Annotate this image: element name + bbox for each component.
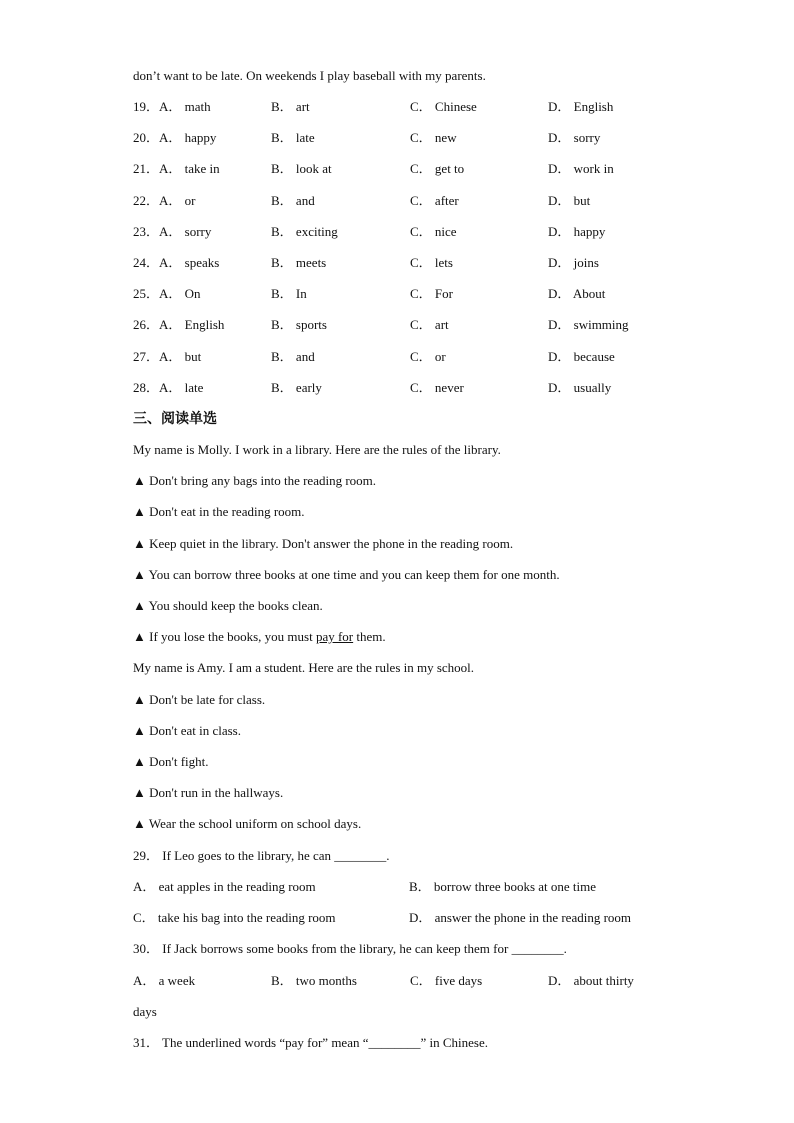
passage1-rule: ▲ Don't eat in the reading room. — [133, 504, 305, 519]
underlined-words: pay for — [315, 629, 354, 644]
passage1-rule: ▲ You can borrow three books at one time and you can keep them for one month. — [133, 567, 560, 582]
option-b[interactable]: B． In — [271, 286, 307, 301]
question-27 — [133, 348, 693, 366]
rule-text: them. — [353, 629, 386, 644]
passage2-rule: ▲ Don't be late for class. — [133, 692, 266, 707]
option-a[interactable]: 28．A． late — [133, 380, 204, 395]
passage2-rule: ▲ Don't run in the hallways. — [133, 785, 284, 800]
question-30-options — [133, 972, 693, 990]
option-d[interactable]: D． about thirty — [548, 973, 634, 988]
option-c[interactable]: C． or — [410, 349, 446, 364]
option-c[interactable]: C． five days — [410, 973, 483, 988]
passage1-rule: ▲ You should keep the books clean. — [133, 598, 323, 613]
passage1-rule-pay-for — [133, 628, 386, 646]
option-a[interactable]: 27．A． but — [133, 349, 202, 364]
option-d[interactable]: D． work in — [548, 161, 614, 176]
question-21 — [133, 160, 693, 178]
option-c[interactable]: C． never — [410, 380, 464, 395]
option-b[interactable]: B． exciting — [271, 224, 338, 239]
question-24 — [133, 254, 693, 272]
option-b[interactable]: B． late — [271, 130, 315, 145]
option-a[interactable]: 23．A． sorry — [133, 224, 212, 239]
option-b[interactable]: B． borrow three books at one time — [409, 879, 597, 894]
option-a[interactable]: 26．A． English — [133, 317, 225, 332]
passage2-rule: ▲ Don't eat in class. — [133, 723, 241, 738]
question-29-stem: 29． If Leo goes to the library, he can ________. — [133, 848, 390, 863]
question-28 — [133, 379, 693, 397]
question-29-options-ab — [133, 878, 693, 896]
passage1-rule: ▲ Don't bring any bags into the reading room. — [133, 473, 377, 488]
question-25 — [133, 285, 693, 303]
section-title: 三、阅读单选 — [133, 411, 217, 427]
option-d[interactable]: D． English — [548, 99, 614, 114]
option-b[interactable]: B． art — [271, 99, 310, 114]
passage2-rule: ▲ Wear the school uniform on school days. — [133, 816, 362, 831]
option-d[interactable]: D． happy — [548, 224, 606, 239]
option-c[interactable]: C． nice — [410, 224, 457, 239]
option-b[interactable]: B． look at — [271, 161, 332, 176]
option-c[interactable]: C． For — [410, 286, 453, 301]
question-30-stem: 30． If Jack borrows some books from the library, he can keep them for ________. — [133, 941, 567, 956]
option-b[interactable]: B． meets — [271, 255, 327, 270]
passage2-intro: My name is Amy. I am a student. Here are the rules in my school. — [133, 660, 475, 675]
option-b[interactable]: B． and — [271, 193, 315, 208]
question-22 — [133, 192, 693, 210]
option-a[interactable]: A． a week — [133, 973, 196, 988]
option-d[interactable]: D． because — [548, 349, 615, 364]
question-29-options-cd — [133, 909, 693, 927]
option-c[interactable]: C． take his bag into the reading room — [133, 910, 336, 925]
option-a[interactable]: 22．A． or — [133, 193, 196, 208]
option-c[interactable]: C． new — [410, 130, 457, 145]
option-d[interactable]: D． About — [548, 286, 606, 301]
rule-text: ▲ If you lose the books, you must — [133, 629, 316, 644]
option-d[interactable]: D． answer the phone in the reading room — [409, 910, 632, 925]
passage1-rule: ▲ Keep quiet in the library. Don't answer the phone in the reading room. — [133, 536, 514, 551]
option-a[interactable]: A． eat apples in the reading room — [133, 879, 316, 894]
option-a[interactable]: 21．A． take in — [133, 161, 220, 176]
passage2-rule: ▲ Don't fight. — [133, 754, 209, 769]
option-b[interactable]: B． two months — [271, 973, 357, 988]
option-b[interactable]: B． sports — [271, 317, 327, 332]
option-a[interactable]: 20．A． happy — [133, 130, 217, 145]
intro-text: don’t want to be late. On weekends I play baseball with my parents. — [133, 68, 486, 83]
option-c[interactable]: C． art — [410, 317, 449, 332]
option-c[interactable]: C． lets — [410, 255, 453, 270]
question-26 — [133, 316, 693, 334]
option-c[interactable]: C． after — [410, 193, 459, 208]
option-b[interactable]: B． early — [271, 380, 322, 395]
option-c[interactable]: C． get to — [410, 161, 465, 176]
option-b[interactable]: B． and — [271, 349, 315, 364]
passage1-intro: My name is Molly. I work in a library. Here are the rules of the library. — [133, 442, 501, 457]
question-19 — [133, 98, 693, 116]
question-30-option-d-continued: days — [133, 1004, 157, 1019]
option-a[interactable]: 19．A． math — [133, 99, 211, 114]
option-a[interactable]: 25．A． On — [133, 286, 201, 301]
option-a[interactable]: 24．A． speaks — [133, 255, 220, 270]
option-d[interactable]: D． swimming — [548, 317, 629, 332]
option-d[interactable]: D． but — [548, 193, 591, 208]
option-d[interactable]: D． usually — [548, 380, 612, 395]
option-d[interactable]: D． joins — [548, 255, 599, 270]
question-31-stem: 31． The underlined words “pay for” mean “________” in Chinese. — [133, 1035, 488, 1050]
option-d[interactable]: D． sorry — [548, 130, 601, 145]
option-c[interactable]: C． Chinese — [410, 99, 477, 114]
question-23 — [133, 223, 693, 241]
question-20 — [133, 129, 693, 147]
